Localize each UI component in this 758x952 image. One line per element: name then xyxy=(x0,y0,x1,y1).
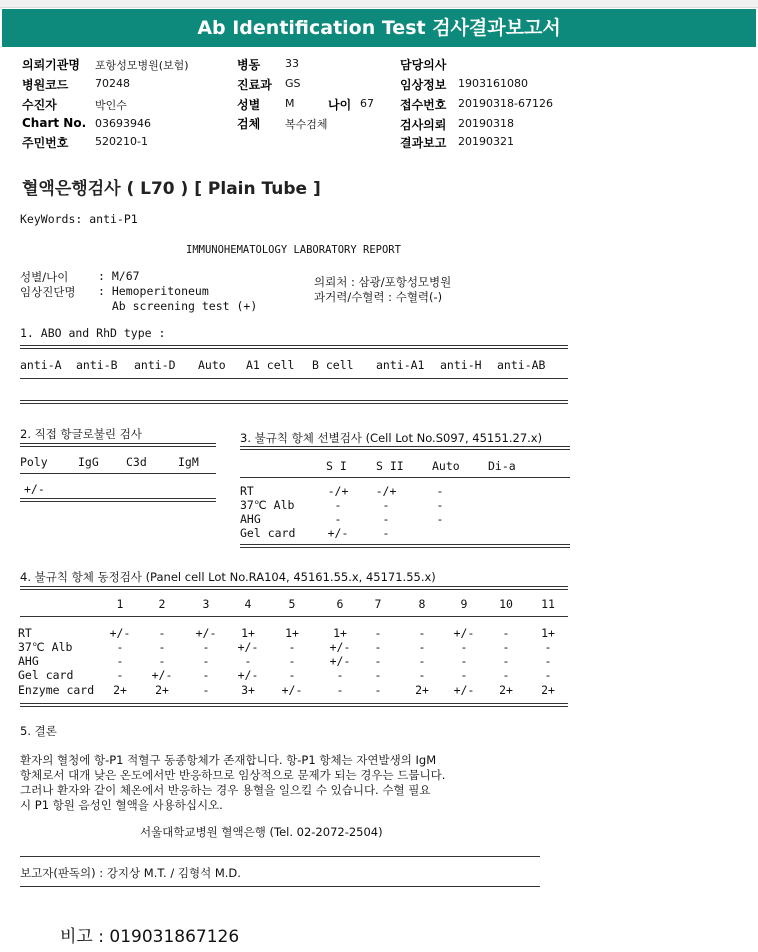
divider xyxy=(20,345,568,349)
report-date-label: 결과보고 xyxy=(400,136,447,150)
conclusion-section-title: 5. 결론 xyxy=(20,724,57,738)
abo-header-b-cell: B cell xyxy=(312,358,354,372)
report-title: Ab Identification Test 검사결과보고서 xyxy=(197,17,561,39)
panel-result-cell: - xyxy=(336,683,344,697)
panel-result-cell: - xyxy=(418,640,426,654)
blood-bank-institution: 서울대학교병원 혈액은행 (Tel. 02-2072-2504) xyxy=(140,825,383,839)
divider xyxy=(20,378,568,379)
screening-cell: - xyxy=(436,484,444,498)
panel-result-cell: +/- xyxy=(237,640,259,654)
abo-header-anti-a1: anti-A1 xyxy=(376,358,425,372)
divider xyxy=(240,446,570,450)
report-title-bar xyxy=(2,9,756,47)
abo-section-title: 1. ABO and RhD type : xyxy=(20,326,166,340)
dat-header-poly: Poly xyxy=(20,455,48,469)
panel-result-cell: - xyxy=(116,654,124,668)
panel-result-cell: - xyxy=(544,668,552,682)
panel-result-cell: - xyxy=(418,668,426,682)
clinical-label: 임상정보 xyxy=(400,78,447,92)
dat-section-title: 2. 직접 항글로불린 검사 xyxy=(20,427,142,441)
panel-cell-number: 9 xyxy=(460,597,468,611)
screening-row-label: AHG xyxy=(240,512,261,526)
panel-result-cell: 2+ xyxy=(415,683,429,697)
panel-cell-number: 1 xyxy=(116,597,124,611)
screening-header-s1: S I xyxy=(326,459,347,473)
requester: 의뢰처 : 삼광/포항성모병원 xyxy=(314,275,452,289)
screening-cell: +/- xyxy=(327,526,349,540)
diagnosis-label: 임상진단명 xyxy=(20,285,76,299)
panel-row-label: RT xyxy=(18,626,32,640)
keywords: KeyWords: anti-P1 xyxy=(20,212,138,226)
remarks: 비고 : 019031867126 xyxy=(60,927,240,947)
panel-result-cell: 1+ xyxy=(541,626,555,640)
panel-result-cell: - xyxy=(244,654,252,668)
panel-result-cell: - xyxy=(544,640,552,654)
panel-result-cell: +/- xyxy=(151,668,173,682)
dat-header-igm: IgM xyxy=(178,455,199,469)
divider xyxy=(20,856,540,857)
panel-result-cell: - xyxy=(544,654,552,668)
ward-value: 33 xyxy=(285,57,299,70)
screening-cell: - xyxy=(382,512,390,526)
age-value: 67 xyxy=(360,97,374,110)
panel-cell-number: 7 xyxy=(374,597,382,611)
panel-result-cell: - xyxy=(158,654,166,668)
sex-age-label: 성별/나이 xyxy=(20,270,69,284)
dept-label: 진료과 xyxy=(237,78,272,92)
panel-result-cell: - xyxy=(502,640,510,654)
panel-row-label: Gel card xyxy=(18,668,74,682)
screening-row-label: RT xyxy=(240,484,254,498)
dat-header-c3d: C3d xyxy=(126,455,147,469)
screening-cell: - xyxy=(436,498,444,512)
reporter: 보고자(판독의) : 강지상 M.T. / 김형석 M.D. xyxy=(20,866,241,880)
panel-cell-number: 10 xyxy=(499,597,513,611)
panel-result-cell: - xyxy=(158,640,166,654)
panel-result-cell: +/- xyxy=(109,626,131,640)
panel-result-cell: - xyxy=(158,626,166,640)
specimen-label: 검체 xyxy=(237,117,261,131)
panel-result-cell: - xyxy=(374,683,382,697)
screening-row-label: Gel card xyxy=(240,526,296,540)
recipient-value: 박인수 xyxy=(95,99,127,112)
panel-row-label: Enzyme card xyxy=(18,683,95,697)
panel-result-cell: 2+ xyxy=(499,683,513,697)
divider xyxy=(20,703,568,707)
screening-cell: - xyxy=(436,512,444,526)
panel-cell-number: 6 xyxy=(336,597,344,611)
panel-result-cell: +/- xyxy=(237,668,259,682)
panel-result-cell: - xyxy=(502,654,510,668)
institution-value: 포항성모병원(보험) xyxy=(95,59,189,72)
diagnosis-value-2: Ab screening test (+) xyxy=(98,299,258,313)
dat-poly-value: +/- xyxy=(24,482,45,496)
screening-cell: -/+ xyxy=(327,484,349,498)
panel-result-cell: - xyxy=(460,668,468,682)
abo-header-auto: Auto xyxy=(198,358,226,372)
panel-cell-number: 3 xyxy=(202,597,210,611)
panel-cell-number: 4 xyxy=(244,597,252,611)
request-label: 검사의뢰 xyxy=(400,118,447,132)
abo-header-anti-a: anti-A xyxy=(20,358,62,372)
recipient-label: 수진자 xyxy=(22,98,57,112)
panel-result-cell: +/- xyxy=(329,654,351,668)
panel-cell-number: 11 xyxy=(541,597,555,611)
abo-header-anti-b: anti-B xyxy=(76,358,118,372)
divider xyxy=(20,400,568,404)
panel-result-cell: - xyxy=(374,640,382,654)
panel-cell-number: 8 xyxy=(418,597,426,611)
screening-row-label: 37℃ Alb xyxy=(240,498,295,512)
panel-result-cell: - xyxy=(374,654,382,668)
resident-label: 주민번호 xyxy=(22,136,69,150)
divider xyxy=(240,477,570,478)
sex-label: 성별 xyxy=(237,98,261,112)
panel-result-cell: 2+ xyxy=(541,683,555,697)
panel-result-cell: 2+ xyxy=(113,683,127,697)
screening-header-auto: Auto xyxy=(432,459,460,473)
receipt-label: 접수번호 xyxy=(400,98,447,112)
panel-cell-number: 5 xyxy=(288,597,296,611)
abo-header-anti-d: anti-D xyxy=(134,358,176,372)
screening-header-s2: S II xyxy=(376,459,404,473)
panel-section-title: 4. 불규칙 항체 동정검사 (Panel cell Lot No.RA104, 45161.55.x, 45171.55.x) xyxy=(20,570,436,584)
diagnosis-value: : Hemoperitoneum xyxy=(98,284,209,298)
abo-header-anti-h: anti-H xyxy=(440,358,482,372)
transfusion-history: 과거력/수혈력 : 수혈력(-) xyxy=(314,290,443,304)
divider xyxy=(20,886,540,887)
panel-result-cell: - xyxy=(418,626,426,640)
receipt-value: 20190318-67126 xyxy=(458,97,553,110)
clinical-value: 1903161080 xyxy=(458,77,528,90)
divider xyxy=(20,616,568,617)
panel-result-cell: - xyxy=(374,668,382,682)
panel-result-cell: - xyxy=(418,654,426,668)
panel-result-cell: +/- xyxy=(329,640,351,654)
panel-result-cell: - xyxy=(502,668,510,682)
divider xyxy=(20,586,568,590)
panel-result-cell: - xyxy=(202,668,210,682)
divider xyxy=(240,544,570,548)
panel-result-cell: - xyxy=(502,626,510,640)
panel-result-cell: +/- xyxy=(453,683,475,697)
conclusion-line: 항체로서 대개 낮은 온도에서만 반응하므로 임상적으로 문제가 되는 경우는 드뭅니다. xyxy=(20,768,446,782)
panel-result-cell: +/- xyxy=(281,683,303,697)
divider xyxy=(20,498,216,502)
divider xyxy=(20,473,216,474)
screening-header-dia: Di-a xyxy=(488,459,516,473)
panel-result-cell: - xyxy=(288,640,296,654)
panel-result-cell: +/- xyxy=(195,626,217,640)
hospital-code-label: 병원코드 xyxy=(22,78,69,92)
panel-row-label: AHG xyxy=(18,654,39,668)
screening-cell: - xyxy=(334,512,342,526)
panel-result-cell: 1+ xyxy=(333,626,347,640)
panel-result-cell: 1+ xyxy=(285,626,299,640)
panel-result-cell: - xyxy=(116,668,124,682)
request-value: 20190318 xyxy=(458,117,514,130)
abo-header-a1-cell: A1 cell xyxy=(246,358,295,372)
panel-cell-number: 2 xyxy=(158,597,166,611)
panel-result-cell: 2+ xyxy=(155,683,169,697)
institution-label: 의뢰기관명 xyxy=(22,58,80,72)
sex-age-value: : M/67 xyxy=(98,269,140,283)
panel-result-cell: - xyxy=(374,626,382,640)
panel-result-cell: - xyxy=(288,654,296,668)
sex-value: M xyxy=(285,97,295,110)
chart-value: 03693946 xyxy=(95,117,151,130)
panel-result-cell: - xyxy=(460,640,468,654)
divider xyxy=(20,443,216,447)
panel-result-cell: - xyxy=(460,654,468,668)
doctor-label: 담당의사 xyxy=(400,58,447,72)
ward-label: 병동 xyxy=(237,58,261,72)
screening-cell: -/+ xyxy=(375,484,397,498)
panel-result-cell: - xyxy=(202,654,210,668)
panel-result-cell: - xyxy=(336,668,344,682)
screening-cell: - xyxy=(382,498,390,512)
specimen-value: 복수검체 xyxy=(285,118,328,131)
hospital-code-value: 70248 xyxy=(95,77,130,90)
panel-result-cell: - xyxy=(202,640,210,654)
resident-value: 520210-1 xyxy=(95,135,148,148)
panel-result-cell: +/- xyxy=(453,626,475,640)
conclusion-line: 그러나 환자와 같이 체온에서 반응하는 경우 용혈을 일으킬 수 있습니다. 수혈 필요 xyxy=(20,783,431,797)
report-date-value: 20190321 xyxy=(458,135,514,148)
dat-header-igg: IgG xyxy=(78,455,99,469)
abo-header-anti-ab: anti-AB xyxy=(497,358,546,372)
conclusion-line: 환자의 혈청에 항-P1 적혈구 동종항체가 존재합니다. 항-P1 항체는 자연발생의 IgM xyxy=(20,753,437,767)
panel-result-cell: 1+ xyxy=(241,626,255,640)
conclusion-line: 시 P1 항원 음성인 혈액을 사용하십시오. xyxy=(20,798,223,812)
test-title: 혈액은행검사 ( L70 ) [ Plain Tube ] xyxy=(22,179,321,199)
screening-cell: - xyxy=(334,498,342,512)
panel-result-cell: 3+ xyxy=(241,683,255,697)
screening-section-title: 3. 불규칙 항체 선별검사 (Cell Lot No.S097, 45151.27.x) xyxy=(240,431,543,445)
dept-value: GS xyxy=(285,77,301,90)
panel-row-label: 37℃ Alb xyxy=(18,640,73,654)
lab-report-title: IMMUNOHEMATOLOGY LABORATORY REPORT xyxy=(186,244,401,256)
top-strip xyxy=(0,0,758,8)
chart-label: Chart No. xyxy=(22,116,87,130)
panel-result-cell: - xyxy=(202,683,210,697)
screening-cell: - xyxy=(382,526,390,540)
age-label: 나이 xyxy=(328,98,352,112)
panel-result-cell: - xyxy=(288,668,296,682)
panel-result-cell: - xyxy=(116,640,124,654)
